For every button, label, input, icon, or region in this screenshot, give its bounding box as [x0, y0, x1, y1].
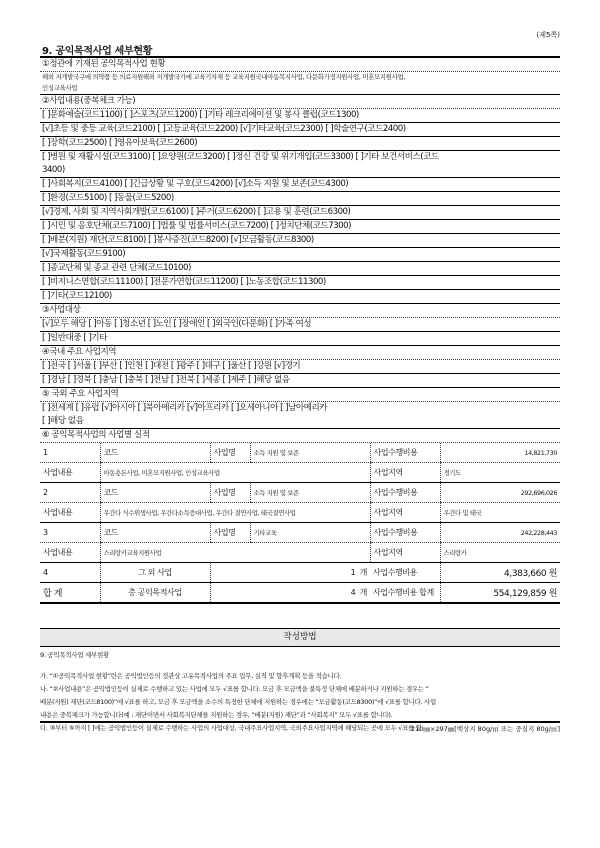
page-number: (제5쪽) — [536, 31, 560, 39]
method-note: 가. “①공익목적사업 현황”란은 공익법인등의 정관상 고유목적사업의 주요 업무, 실적 및 향후계획 등을 적습니다. — [40, 672, 342, 680]
other-amount-value[interactable]: 4,383,660 원 — [440, 563, 560, 583]
code-label: 코드 — [100, 483, 210, 503]
domestic-region-line[interactable]: [ ]전국 [ ]서울 [ ]부산 [ ]인천 [ ]대전 [ ]광주 [ ]대구 [ ]울산 [ ]강원 [√]경기 — [40, 360, 560, 374]
project-number: 3 — [40, 523, 100, 543]
business-type-line[interactable]: [ ]시민 및 옹호단체(코드7100) [ ]법률 및 법률서비스(코드7200) [ ]정치단체(코드7300) — [40, 220, 560, 234]
method-section-title: 9. 공익목적사업 세부현황 — [40, 651, 109, 659]
section-3-heading: ③사업대상 — [40, 304, 560, 318]
total-amount-value[interactable]: 554,129,859 원 — [440, 583, 560, 604]
business-type-line[interactable]: [ ]비지니스연합(코드11100) [ ]전문가연합(코드11200) [ ]노동조합(코드11300) — [40, 276, 560, 290]
business-type-line[interactable]: [√]경제, 사회 및 지역사회개발(코드6100) [ ]주거(코드6200) [ ]고용 및 훈련(코드6300) — [40, 206, 560, 220]
biz-amount-label: 사업수행비용 — [370, 483, 440, 503]
biz-name-value[interactable]: 소득 지원 및 보존 — [250, 443, 370, 463]
total-label: 합 계 — [40, 583, 100, 604]
project-row — [40, 483, 560, 503]
business-type-line[interactable]: [ ]병원 및 재활시설(코드3100) [ ]요양원(코드3200) [ ]정신 건강 및 위기개입(코드3300) [ ]기타 보건서비스(코드 — [42, 152, 439, 162]
project-detail-row — [40, 463, 560, 483]
method-note: 나. “②사업내용”은 공익법인등이 실제로 수행하고 있는 사업에 모두 √표를 합니다. 모금 후 모금액을 불특정 단체에 배분하거나 지원하는 경우는 “ — [40, 685, 429, 693]
section-5-heading: ⑤ 국외 주요 사업지역 — [40, 388, 560, 402]
biz-content-label: 사업내용 — [40, 503, 100, 523]
project-row — [40, 443, 560, 463]
code-label: 코드 — [100, 523, 210, 543]
project-detail-row — [40, 543, 560, 563]
overseas-region-line[interactable]: [ ]해당 없음 — [40, 415, 560, 429]
biz-content-value[interactable]: 스리랑카교육지원사업 — [100, 543, 370, 563]
method-note: 배분(지원) 재단(코드8100)”에 √표를 하고, 모금 후 모금액을 소수의 특정한 단체에 지원하는 경우에는 “모금활동(코드8300)”에 √표를 합니다. 사업 — [40, 698, 436, 706]
paper-spec: 210㎜×297㎜[백상지 80g/㎡ 또는 중질지 80g/㎡] — [410, 725, 560, 733]
section-4-heading: ④국내 주요 사업지역 — [40, 346, 560, 360]
biz-name-label: 사업명 — [210, 483, 250, 503]
section-2-heading: ②사업내용(중복체크 가능) — [40, 95, 560, 109]
biz-name-label: 사업명 — [210, 443, 250, 463]
business-type-line[interactable]: [ ]장학(코드2500) [ ]영유아보육(코드2600) — [40, 137, 560, 151]
other-count[interactable]: 1 — [350, 568, 356, 577]
overseas-region-line[interactable]: [ ]전세계 [ ]유럽 [√]아시아 [ ]북아메리카 [√]아프리카 [ ]오세아니아 [ ]남아메리카 — [42, 403, 328, 413]
business-type-line: 3400) — [40, 164, 560, 178]
other-amount-label: 사업수행비용 — [370, 563, 440, 583]
other-projects-row — [40, 563, 560, 583]
business-type-line[interactable]: [ ]사회복지(코드4100) [ ]긴급상황 및 구호(코드4200) [√]소득 지원 및 보존(코드4300) — [40, 178, 560, 192]
biz-content-label: 사업내용 — [40, 543, 100, 563]
code-label: 코드 — [100, 443, 210, 463]
target-line[interactable]: [√]모두 해당 [ ]아동 [ ]청소년 [ ]노인 [ ]장애인 [ ]외국인(다문화) [ ]가족 여성 — [40, 318, 560, 332]
total-count-label: 총 공익목적사업 — [100, 583, 210, 604]
biz-amount-label: 사업수행비용 — [370, 443, 440, 463]
method-heading: 작성방법 — [40, 628, 560, 647]
biz-name-value[interactable]: 소득 지원 및 보존 — [250, 483, 370, 503]
biz-region-value[interactable]: 스리랑카 — [440, 543, 560, 563]
business-type-line[interactable]: [ ]환경(코드5100) [ ]동물(코드5200) — [40, 192, 560, 206]
form-body — [40, 58, 560, 604]
biz-content-value[interactable]: 아동용돈사업, 미혼모지원사업, 인성교육사업 — [100, 463, 370, 483]
performance-table — [40, 443, 560, 604]
biz-name-value[interactable]: 기타교육 — [250, 523, 370, 543]
biz-region-label: 사업지역 — [370, 543, 440, 563]
other-count-unit: 개 — [359, 568, 367, 577]
project-row — [40, 523, 560, 543]
biz-region-label: 사업지역 — [370, 503, 440, 523]
biz-amount-value[interactable]: 242,228,443 — [440, 523, 560, 543]
business-type-line[interactable]: [ ]기타(코드12100) — [40, 290, 560, 304]
total-row — [40, 583, 560, 604]
other-count-cell — [210, 563, 370, 583]
biz-region-value[interactable]: 경기도 — [440, 463, 560, 483]
business-type-line[interactable]: [√]초등 및 중등 교육(코드2100) [ ]고등교육(코드2200) [√]기타교육(코드2300) [ ]학술연구(코드2400) — [40, 123, 560, 137]
biz-name-label: 사업명 — [210, 523, 250, 543]
biz-content-label: 사업내용 — [40, 463, 100, 483]
biz-amount-label: 사업수행비용 — [370, 523, 440, 543]
target-line[interactable]: [ ]일반대중 [ ]기타 — [40, 332, 560, 346]
method-note: 내용은 중복체크가 가능합니다(예 : 재단이면서 사회복지단체를 지원하는 경우, “배분(지원) 재단”과 “사회복지” 모두 √표를 합니다). — [40, 711, 393, 719]
total-count-unit: 개 — [359, 588, 367, 597]
biz-amount-value[interactable]: 292,696,026 — [440, 483, 560, 503]
other-number: 4 — [40, 563, 100, 583]
section-6-heading: ⑥ 공익목적사업의 사업별 실적 — [40, 429, 560, 443]
business-type-line[interactable]: [√]국제활동(코드9100) — [40, 248, 560, 262]
total-count-cell — [210, 583, 370, 604]
biz-content-value[interactable]: 우간다 식수위생사업, 우간다소득증대사업, 우간다 결연사업, 태국결연사업 — [100, 503, 370, 523]
section-1-heading: ①정관에 기재된 공익목적사업 현황 — [40, 58, 560, 72]
domestic-region-line[interactable]: [ ]경남 [ ]경북 [ ]충남 [ ]충북 [ ]전남 [ ]전북 [ ]세종 [ ]제주 [ ]해당 없음 — [40, 374, 560, 388]
business-type-line[interactable]: [ ]배분(지원) 재단(코드8100) [ ]봉사증진(코드8200) [√]모금활동(코드8300) — [40, 234, 560, 248]
other-label: 그 외 사업 — [100, 563, 210, 583]
section-1-text: 해외 저개발국구에 의약품 등 의료지원해외 저개발국가에 교육기자재 등 교육지원국내아동복지사업, 다문화가정지원사업, 미혼모지원사업, — [42, 73, 406, 81]
total-count[interactable]: 4 — [350, 588, 356, 597]
business-type-line[interactable]: [ ]문화예술(코드1100) [ ]스포츠(코드1200) [ ]기타 레크리에이션 및 봉사 클럽(코드1300) — [40, 109, 560, 123]
method-note: 다. ③부터 ⑤까지 [ ]에는 공익법인등이 실제로 수행하는 사업의 사업대상, 국내주요사업지역, 국외주요사업지역에 해당되는 곳에 모두 √표를 합 — [40, 724, 422, 732]
biz-amount-value[interactable]: 14,821,730 — [440, 443, 560, 463]
page-title: 9. 공익목적사업 세부현황 — [42, 46, 153, 57]
section-1-text-cont: 인성교육사업 — [40, 83, 560, 95]
bottom-divider — [40, 721, 560, 723]
project-number: 2 — [40, 483, 100, 503]
project-number: 1 — [40, 443, 100, 463]
project-detail-row — [40, 503, 560, 523]
total-amount-label: 사업수행비용 합계 — [370, 583, 440, 604]
biz-region-value[interactable]: 우간다 및 태국 — [440, 503, 560, 523]
business-type-line[interactable]: [ ]종교단체 및 종교 관련 단체(코드10100) — [40, 262, 560, 276]
biz-region-label: 사업지역 — [370, 463, 440, 483]
